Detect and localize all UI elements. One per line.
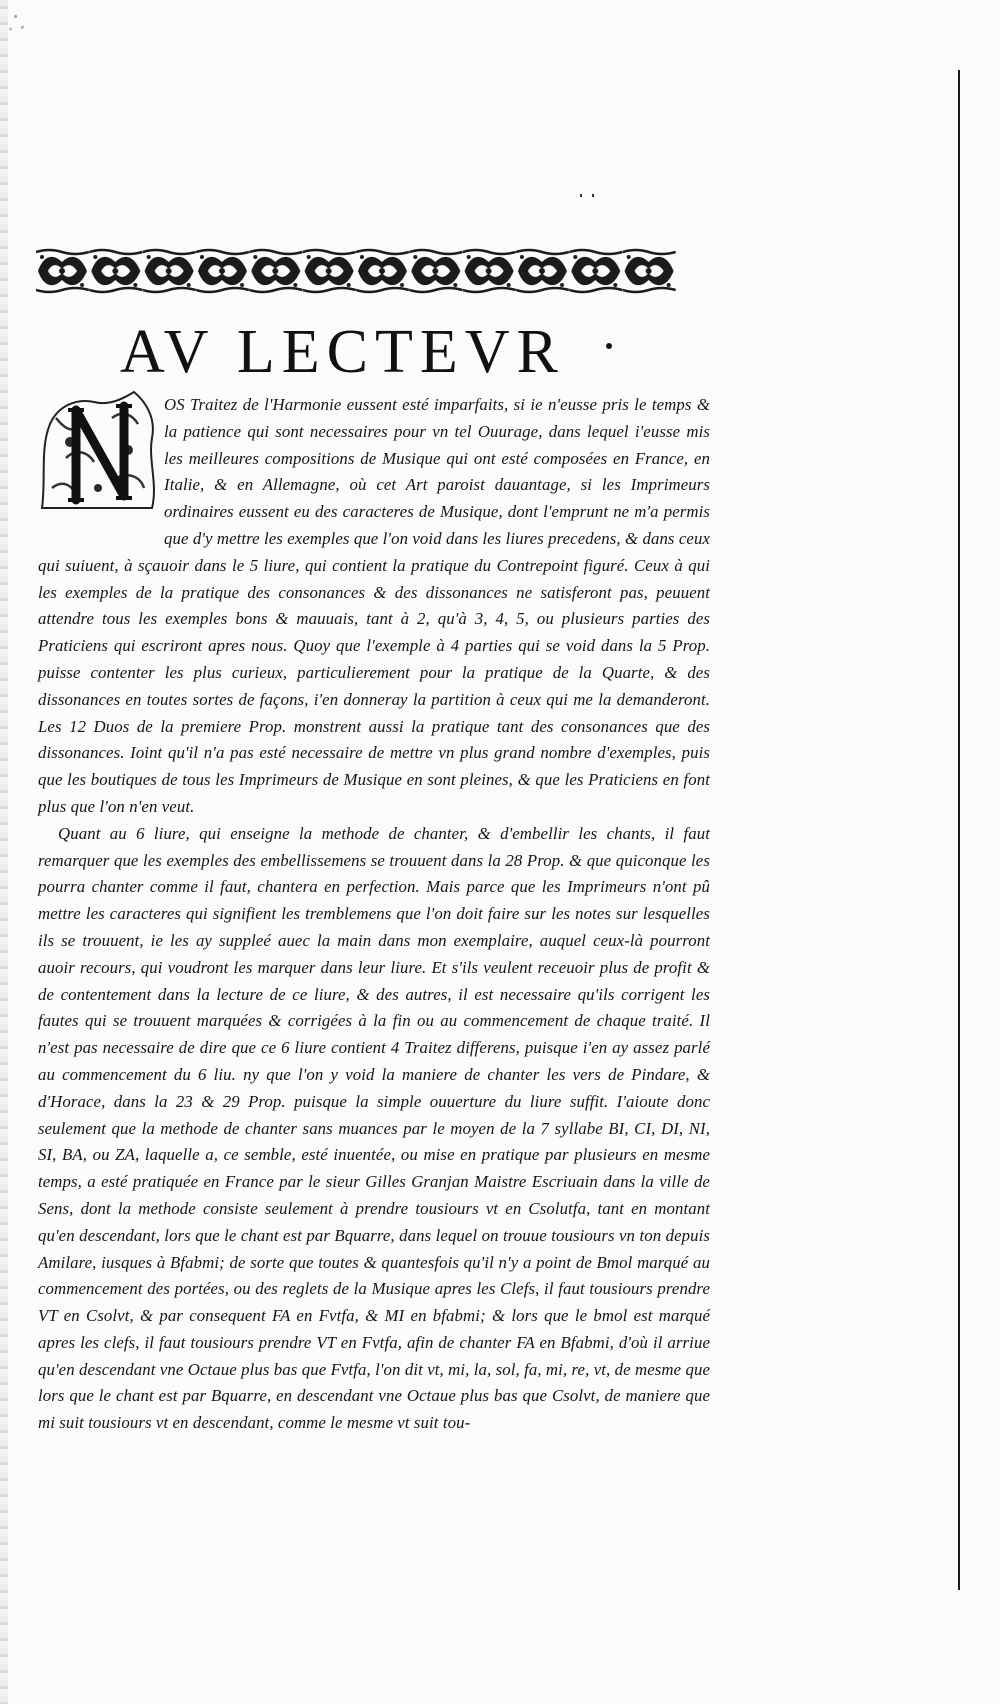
body-text [38, 392, 710, 1437]
paragraph-1: OS Traitez de l'Harmonie eussent esté imparfaits, si ie n'eusse pris le temps & la patience qui sont necessaires pour vn tel Ouurage, dans lequel i'eusse mis les meilleures compositions de Musique qui ont esté composées en France, en Italie, & en Allemagne, où cet Art paroist dauantage, si les Imprimeurs ordinaires eussent eu des caracteres de Musique, dont l'emprunt ne m'a permis que d'y mettre les exemples que l'on void dans les liures precedens, & dans ceux qui suiuent, à sçauoir dans le 5 liure, qui contient la pratique du Contrepoint figuré. Ceux à qui les exemples de la pratique des consonances & des dissonances ne satisferont pas, peuuent attendre tous les exemples bons & mauuais, tant à 2, qu'à 3, 4, 5, ou plusieurs parties des Praticiens qui escriront apres nous. Quoy que l'exemple à 4 parties qui se void dans la 5 Prop. puisse contenter les plus curieux, particulierement pour la pratique de la Quarte, & des dissonances en toutes sortes de façons, i'en donneray la partition à ceux qui me la demanderont. Les 12 Duos de la premiere Prop. monstrent aussi la pratique tant des consonances que des dissonances. Ioint qu'il n'a pas esté necessaire de mettre vn plus grand nombre d'exemples, puis que les boutiques de tous les Imprimeurs de Musique en sont pleines, & que les Praticiens en font plus que l'on n'en veut. [38, 395, 710, 816]
page-right-border [958, 70, 960, 1590]
scan-corner-mark [2, 2, 36, 38]
scan-binding-edge [0, 0, 8, 1704]
ink-speck [592, 194, 594, 197]
decorative-headpiece [36, 248, 676, 294]
ink-speck [580, 194, 582, 197]
paragraph-2: Quant au 6 liure, qui enseigne la methode de chanter, & d'embellir les chants, il faut remarquer que les exemples des embellissemens se trouuent dans la 28 Prop. & que quiconque les pourra chanter comme il faut, chantera en perfection. Mais parce que les Imprimeurs n'ont pû mettre les caracteres qui signifient les tremblemens que l'on doit faire sur les notes sur lesquelles ils se trouuent, ie les ay suppleé auec la main dans mon exemplaire, auquel ceux-là pourront auoir recours, qui voudront les marquer dans leur liure. Et s'ils veulent receuoir plus de profit & de contentement dans la lecture de ce liure, & des autres, il est necessaire qu'ils corrigent les fautes qui se trouuent marquées & corrigées à la fin ou au commencement de chaque traité. Il n'est pas necessaire de dire que ce 6 liure contient 4 Traitez differens, puisque i'en ay assez parlé au commencement du 6 liu. ny que l'on y void la maniere de chanter les vers de Pindare, & d'Horace, dans la 23 & 29 Prop. puisque la simple ouuerture du liure suffit. I'aioute donc seulement que la methode de chanter sans muances par le moyen de la 7 syllabe BI, CI, DI, NI, SI, BA, ou ZA, laquelle a, ce semble, esté inuentée, ou mise en pratique par plusieurs en mesme temps, a esté pratiquée en France par le sieur Gilles Granjan Maistre Escriuain dans la ville de Sens, dont la methode consiste seulement à prendre tousiours vt en Csolutfa, tant en montant qu'en descendant, lors que le chant est par Bquarre, dans lequel on trouue tousiours vn ton depuis Amilare, iusques à Bfabmi; de sorte que toutes & quantesfois qu'il n'y a point de Bmol marqué au commencement des portées, ou des reglets de la Musique apres les Clefs, il faut tousiours prendre VT en Csolvt, & par consequent FA en Fvtfa, & MI en bfabmi; & lors que le bmol est marqué apres les clefs, il faut tousiours prendre VT en Fvtfa, afin de chanter FA en Bfabmi, d'où il arriue qu'en descendant vne Octaue plus bas que Fvtfa, l'on dit vt, mi, la, sol, fa, mi, re, vt, de mesme que lors que le chant est par Bquarre, en descendant vne Octaue plus bas que Csolvt, de maniere que mi suit tousiours vt en descendant, comme le mesme vt suit tou- [38, 823, 710, 1433]
ink-specks [578, 194, 598, 200]
page-title: AV LECTEVR [120, 318, 565, 386]
title-period [606, 343, 612, 349]
